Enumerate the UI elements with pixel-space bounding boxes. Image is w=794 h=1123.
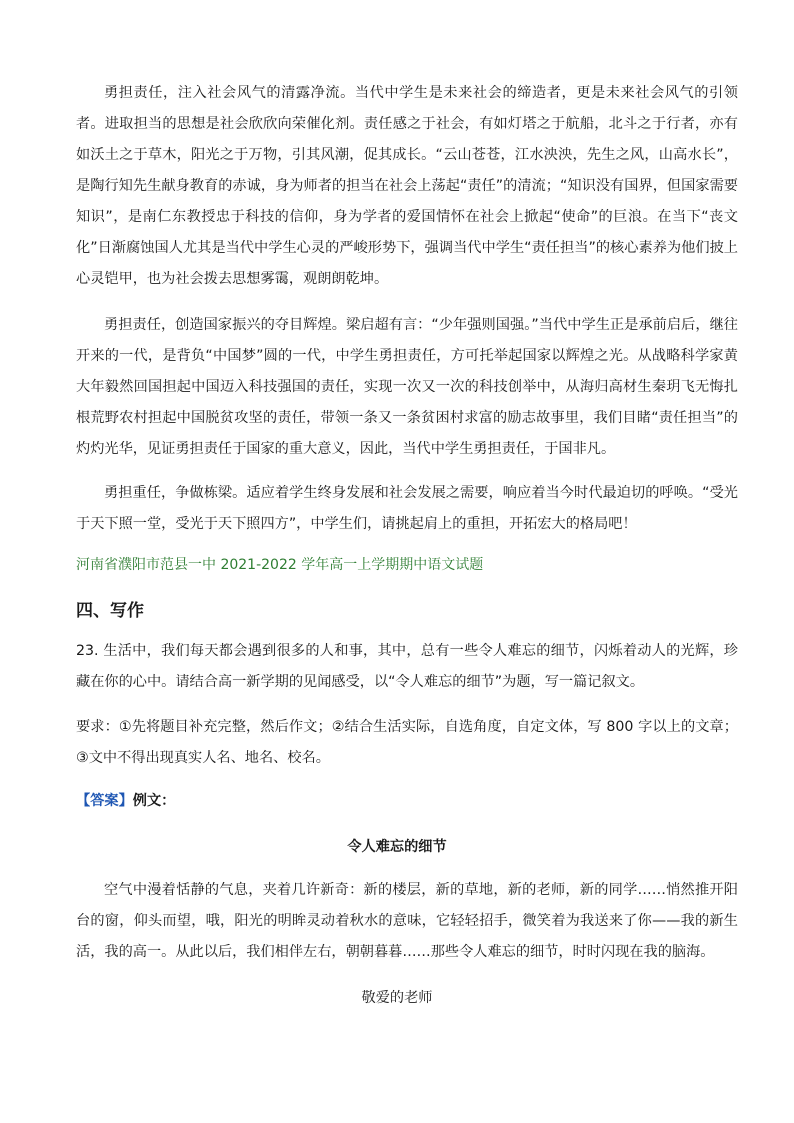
question-requirements: 要求：①先将题目补充完整，然后作文；②结合生活实际，自选角度，自定文体，写 800 字以上的文章；③文中不得出现真实人名、地名、校名。 — [76, 719, 738, 766]
passage-paragraph-3: 勇担重任，争做栋梁。适应着学生终身发展和社会发展之需要，响应着当今时代最迫切的呼唤。“受光于天下照一堂，受光于天下照四方”，中学生们，请挑起肩上的重担，开拓宏大的格局吧！ — [76, 485, 738, 532]
answer-label: 例文： — [132, 793, 176, 809]
passage-paragraph-2: 勇担责任，创造国家振兴的夺目辉煌。梁启超有言：“少年强则国强。”当代中学生正是承前启后，继往开来的一代，是背负“中国梦”圆的一代，中学生勇担责任，方可托举起国家以辉煌之光。从战略科学家黄大年毅然回国担起中国迈入科技强国的责任，实现一次又一次的科技创举中，从海归高材生秦玥飞无悔扎根荒野农村担起中国脱贫攻坚的责任，带领一条又一条贫困村求富的励志故事里，我们目睹“责任担当”的灼灼光华，见证勇担责任于国家的重大意义，因此，当代中学生勇担责任，于国非凡。 — [76, 317, 738, 457]
question-text: 23. 生活中，我们每天都会遇到很多的人和事，其中，总有一些令人难忘的细节，闪烁着动人的光辉，珍藏在你的心中。请结合高一新学期的见闻感受，以“令人难忘的细节”为题，写一篇记叙文。 — [76, 643, 738, 690]
answer-tag: 【答案】 — [76, 793, 133, 809]
essay-paragraph-1: 空气中漫着恬静的气息，夹着几许新奇：新的楼层，新的草地，新的老师，新的同学……悄然推开阳台的窗，仰头而望，哦，阳光的明眸灵动着秋水的意味，它轻轻招手，微笑着为我送来了你——我的新生活，我的高一。从此以后，我们相伴左右，朝朝暮暮……那些令人难忘的细节，时时闪现在我的脑海。 — [76, 882, 738, 960]
essay-subtitle: 敬爱的老师 — [361, 990, 433, 1006]
essay-title: 令人难忘的细节 — [347, 839, 447, 855]
section-heading: 四、写作 — [76, 601, 144, 621]
source-citation: 河南省濮阳市范县一中 2021-2022 学年高一上学期期中语文试题 — [76, 557, 484, 573]
passage-paragraph-1: 勇担责任，注入社会风气的清露净流。当代中学生是未来社会的缔造者，更是未来社会风气的引领者。进取担当的思想是社会欣欣向荣催化剂。责任感之于社会，有如灯塔之于航船，北斗之于行者，亦有如沃土之于草木，阳光之于万物，引其风潮，促其成长。“云山苍苍，江水泱泱，先生之风，山高水长”，是陶行知先生献身教育的赤诚，身为师者的担当在社会上荡起“责任”的清流；“知识没有国界，但国家需要知识”，是南仁东教授忠于科技的信仰，身为学者的爱国情怀在社会上掀起“使命”的巨浪。在当下“丧文化”日渐腐蚀国人尤其是当代中学生心灵的严峻形势下，强调当代中学生“责任担当”的核心素养为他们披上心灵铠甲，也为社会拨去思想雾霭，观朗朗乾坤。 — [76, 85, 738, 287]
answer-line — [76, 790, 175, 810]
